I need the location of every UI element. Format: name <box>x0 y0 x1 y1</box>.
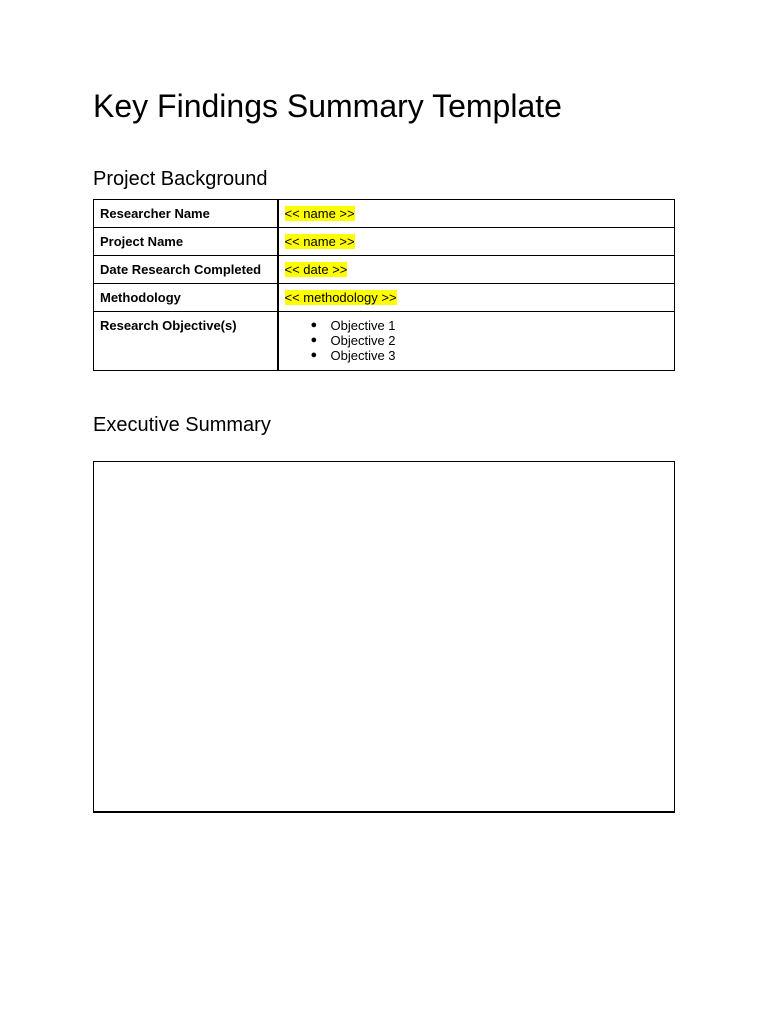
table-row <box>94 256 675 284</box>
list-item[interactable] <box>310 333 669 348</box>
list-item[interactable] <box>310 348 669 363</box>
project-name-cell[interactable] <box>278 228 675 256</box>
objective-list <box>285 318 669 363</box>
table-row <box>94 200 675 228</box>
table-row <box>94 284 675 312</box>
researcher-name-placeholder[interactable]: << name >> <box>284 206 355 221</box>
bullet-icon: ● <box>310 334 318 346</box>
methodology-cell[interactable] <box>278 284 675 312</box>
researcher-name-label: Researcher Name <box>94 200 278 228</box>
date-research-completed-cell[interactable] <box>278 256 675 284</box>
bullet-icon: ● <box>310 349 318 361</box>
date-research-completed-label: Date Research Completed <box>94 256 278 284</box>
date-placeholder[interactable]: << date >> <box>284 262 348 277</box>
project-background-table <box>93 199 675 371</box>
objective-text: Objective 3 <box>330 348 396 363</box>
project-background-heading: Project Background <box>93 168 268 190</box>
methodology-placeholder[interactable]: << methodology >> <box>284 290 397 305</box>
bullet-icon: ● <box>310 319 318 331</box>
table-row <box>94 312 675 371</box>
objective-text: Objective 1 <box>330 318 396 333</box>
list-item[interactable] <box>310 318 669 333</box>
table-row <box>94 228 675 256</box>
project-name-placeholder[interactable]: << name >> <box>284 234 355 249</box>
researcher-name-cell[interactable] <box>278 200 675 228</box>
research-objectives-label: Research Objective(s) <box>94 312 278 371</box>
executive-summary-heading: Executive Summary <box>93 414 271 436</box>
executive-summary-box[interactable] <box>93 461 675 813</box>
methodology-label: Methodology <box>94 284 278 312</box>
objective-text: Objective 2 <box>330 333 396 348</box>
page-title: Key Findings Summary Template <box>93 88 562 124</box>
research-objectives-cell[interactable] <box>278 312 675 371</box>
project-name-label: Project Name <box>94 228 278 256</box>
